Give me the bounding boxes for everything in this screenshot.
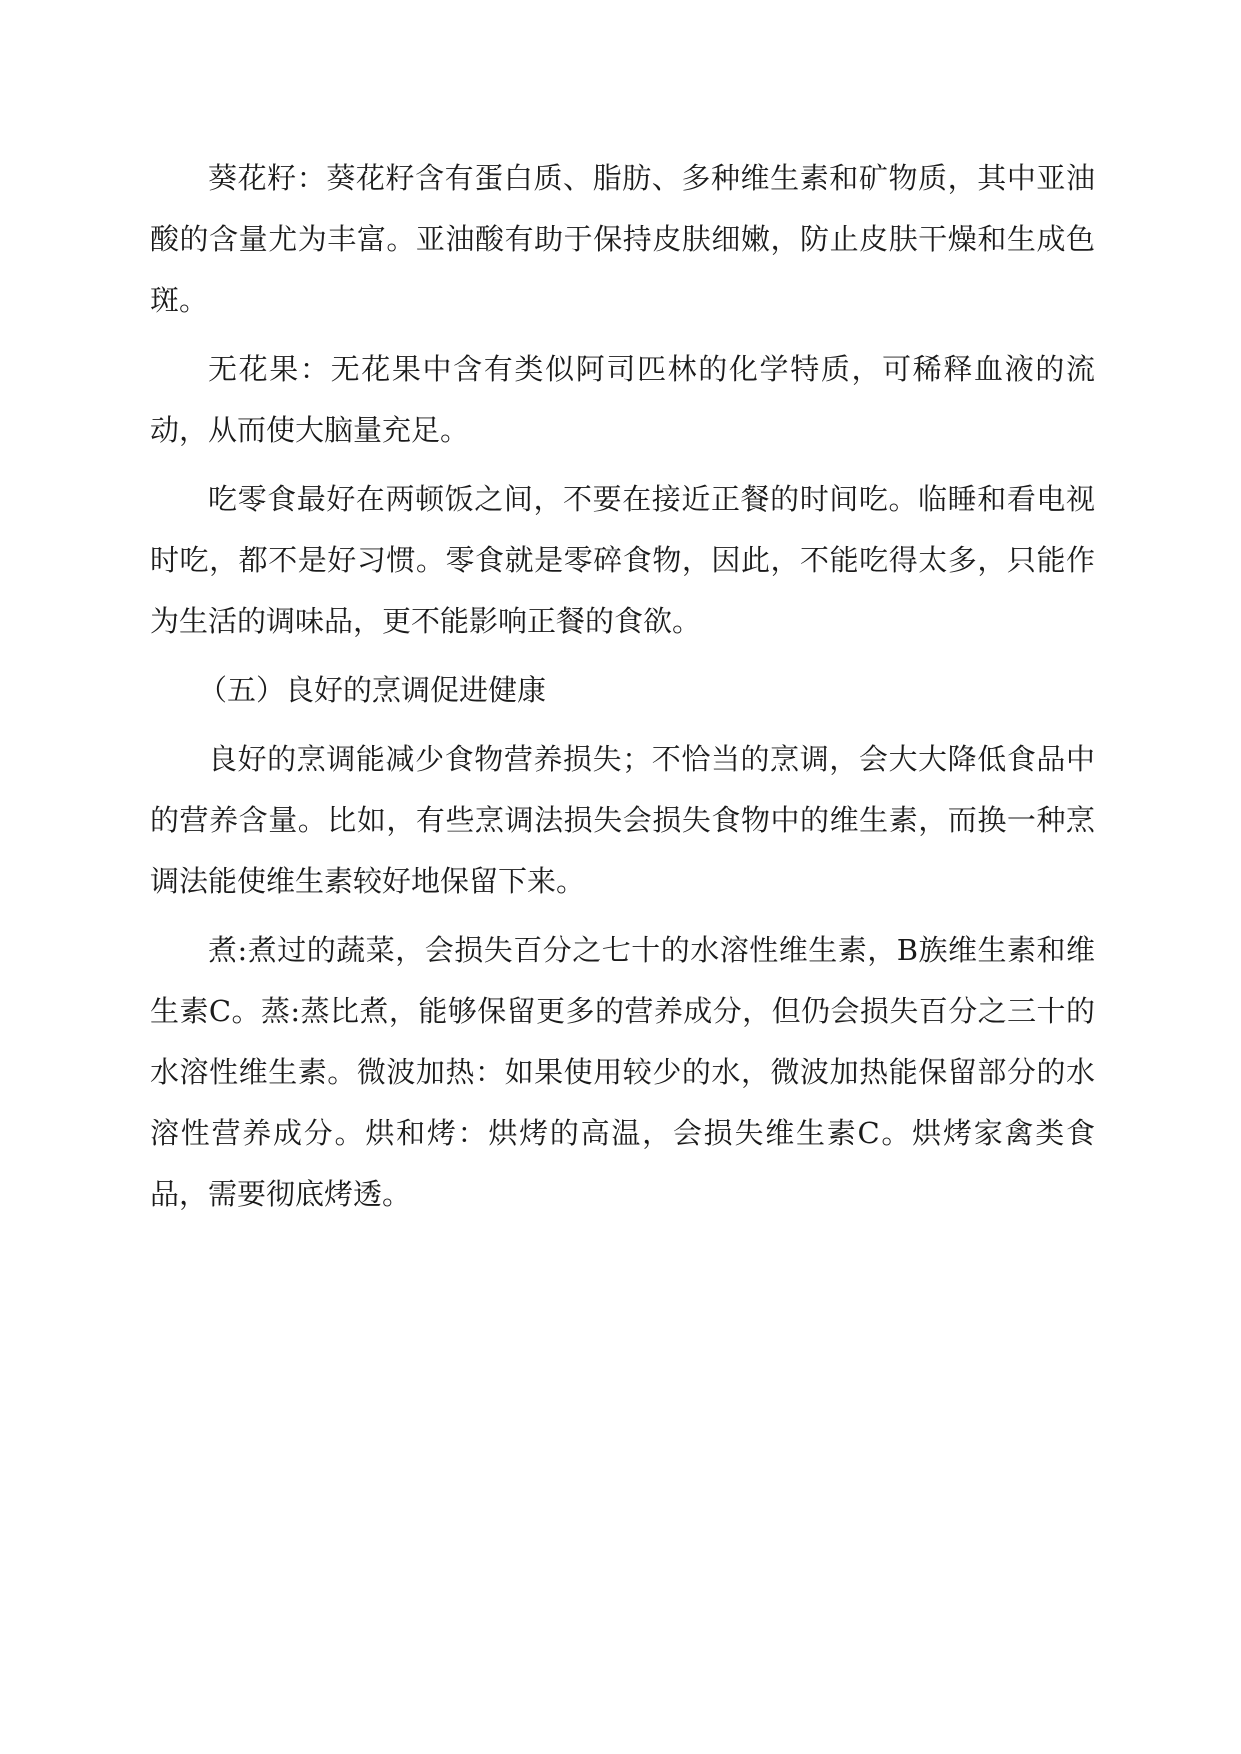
paragraph-cooking-intro: 良好的烹调能减少食物营养损失；不恰当的烹调，会大大降低食品中的营养含量。比如，有些烹调法损失会损失食物中的维生素，而换一种烹调法能使维生素较好地保留下来。 xyxy=(150,742,1095,898)
paragraph-sunflower-seeds: 葵花籽：葵花籽含有蛋白质、脂肪、多种维生素和矿物质，其中亚油酸的含量尤为丰富。亚油酸有助于保持皮肤细嫩，防止皮肤干燥和生成色斑。 xyxy=(150,161,1095,317)
paragraph-snack-timing: 吃零食最好在两顿饭之间，不要在接近正餐的时间吃。临睡和看电视时吃，都不是好习惯。零食就是零碎食物，因此，不能吃得太多，只能作为生活的调味品，更不能影响正餐的食欲。 xyxy=(150,482,1095,638)
paragraph-fig: 无花果：无花果中含有类似阿司匹林的化学特质，可稀释血液的流动，从而使大脑量充足。 xyxy=(150,352,1095,447)
section-heading-cooking: （五）良好的烹调促进健康 xyxy=(198,673,547,707)
document-body xyxy=(150,148,1095,1233)
paragraph-cooking-methods: 煮:煮过的蔬菜，会损失百分之七十的水溶性维生素，B族维生素和维生素C。蒸:蒸比煮，能够保留更多的营养成分，但仍会损失百分之三十的水溶性维生素。微波加热：如果使用较少的水，微波加热能保留部分的水溶性营养成分。烘和烤：烘烤的高温，会损失维生素C。烘烤家禽类食品，需要彻底烤透。 xyxy=(150,933,1095,1211)
